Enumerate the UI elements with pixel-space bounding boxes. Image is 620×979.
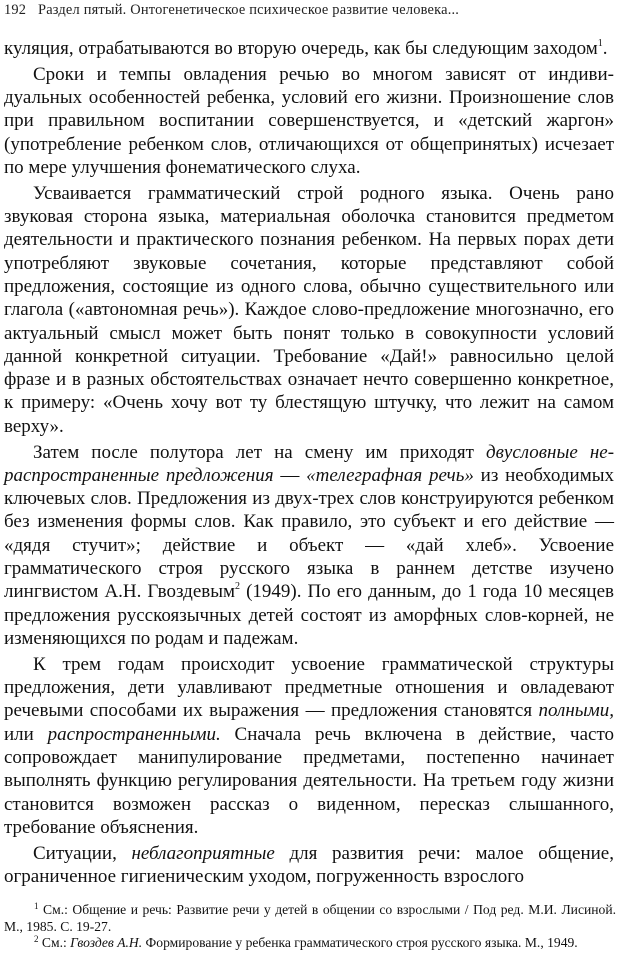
- paragraph-2: Сроки и темпы овладения речью во многом зависят от индивидуальных особенностей ребенка, условий его жизни. Произношение слов при правильном воспитании совершенствуется, и «детский жаргон» (употребление ребенком слов, отличающихся от общепринятых) исчезает по мере улучшения фонематического слуха.: [4, 63, 614, 178]
- term-unfavorable: неблагоприятные: [131, 842, 275, 864]
- footnote-ref-2: 2: [235, 581, 241, 593]
- footnote-2-author: Гвоздев А.Н.: [70, 935, 143, 950]
- main-text: [4, 37, 614, 891]
- paragraph-3: Усваивается грамматический строй родного языка. Очень рано звуковая сторона языка, материальная оболочка становится предметом деятельности и практического познания ребенком. На первых порах дети употребляют звуковые сочетания, которые представляют собой предложения, состоящие из одного слова, обычно существительного или глагола («автономная речь»). Каждое слово-предложение многозначно, его актуальный смысл может быть понят только в совокупности условий данной конкретной ситуации. Требование «Дай!» равносильно целой фразе и в разных обстоятельствах означает нечто совершенно конкретное, к примеру: «Очень хочу вот ту блестящую штучку, что лежит на самом верху».: [4, 182, 614, 437]
- paragraph-4-dash: —: [273, 464, 307, 486]
- footnote-2: [4, 935, 616, 952]
- footnote-1-text: См.: Общение и речь: Развитие речи у детей в общении со взрослыми / Под ред. М.И. Лисиной. М., 1985. С. 19-27.: [4, 902, 617, 934]
- paragraph-1-text: куляция, отрабатываются во вторую очередь, как бы следующим заходом: [4, 38, 598, 59]
- paragraph-6-part-c: для развития речи: малое общение, ограниченное гигиеническим уходом, погруженность взрослого: [4, 842, 614, 887]
- footnote-2-part-c: Формирование у ребенка грамматического строя русского языка. М., 1949.: [142, 935, 578, 950]
- paragraph-5-or: или: [4, 723, 48, 745]
- footnotes: [4, 902, 616, 952]
- paragraph-5-part-e: Сначала речь включена в действие, часто сопровождает манипулирование предметами, постепенно начинает выполнять функцию регулирования деятельности. На третьем году жизни становится возможен рассказ о виденном, пересказ слышанного, требование объяснения.: [4, 723, 614, 838]
- term-extended: распространенными.: [47, 723, 221, 745]
- footnote-2-part-a: См.:: [41, 935, 71, 950]
- paragraph-5-part-a: К трем годам происходит усвоение грамматической структуры предложения, дети улавливают предметные отношения и овладевают речевыми способами их выражения — предложения становятся: [4, 653, 614, 722]
- paragraph-5: [4, 653, 614, 839]
- footnote-1: [4, 902, 616, 935]
- paragraph-4-part-e: из необходимых ключевых слов. Предложения из двух-трех слов конструируются ребенком без изменения формы слов. Как правило, это субъект и его действие — «дядя стучит»; действие и объект — «дай хлеб». Усвоение грамматического строя русского языка в раннем детстве изучено лингвистом А.Н. Гвоздевым: [4, 464, 614, 603]
- running-header: [4, 2, 616, 19]
- footnote-1-mark: 1: [34, 901, 39, 911]
- page-number: 192: [4, 2, 27, 18]
- paragraph-6: [4, 842, 614, 889]
- term-telegraphic-speech: «телеграфная речь»: [306, 464, 474, 486]
- footnote-ref-1: 1: [597, 38, 603, 49]
- term-full: полными,: [538, 700, 614, 722]
- paragraph-1: [4, 37, 614, 60]
- paragraph-1-end: .: [602, 38, 608, 59]
- footnote-2-mark: 2: [34, 934, 39, 944]
- paragraph-4-part-f: (1949). По его данным, до 1 года 10 месяцев предложения русскоязычных детей состоят из аморфных слов-корней, не изменяющихся по родам и падежам.: [4, 581, 614, 649]
- term-two-word-sentences: двусловные нераспространенные предложения: [4, 441, 615, 486]
- paragraph-6-part-a: Ситуации,: [33, 842, 132, 864]
- running-title: Раздел пятый. Онтогенетическое психическое развитие человека...: [38, 2, 460, 18]
- paragraph-4: [4, 441, 614, 651]
- paragraph-4-part-a: Затем после полутора лет на смену им приходят: [33, 441, 487, 463]
